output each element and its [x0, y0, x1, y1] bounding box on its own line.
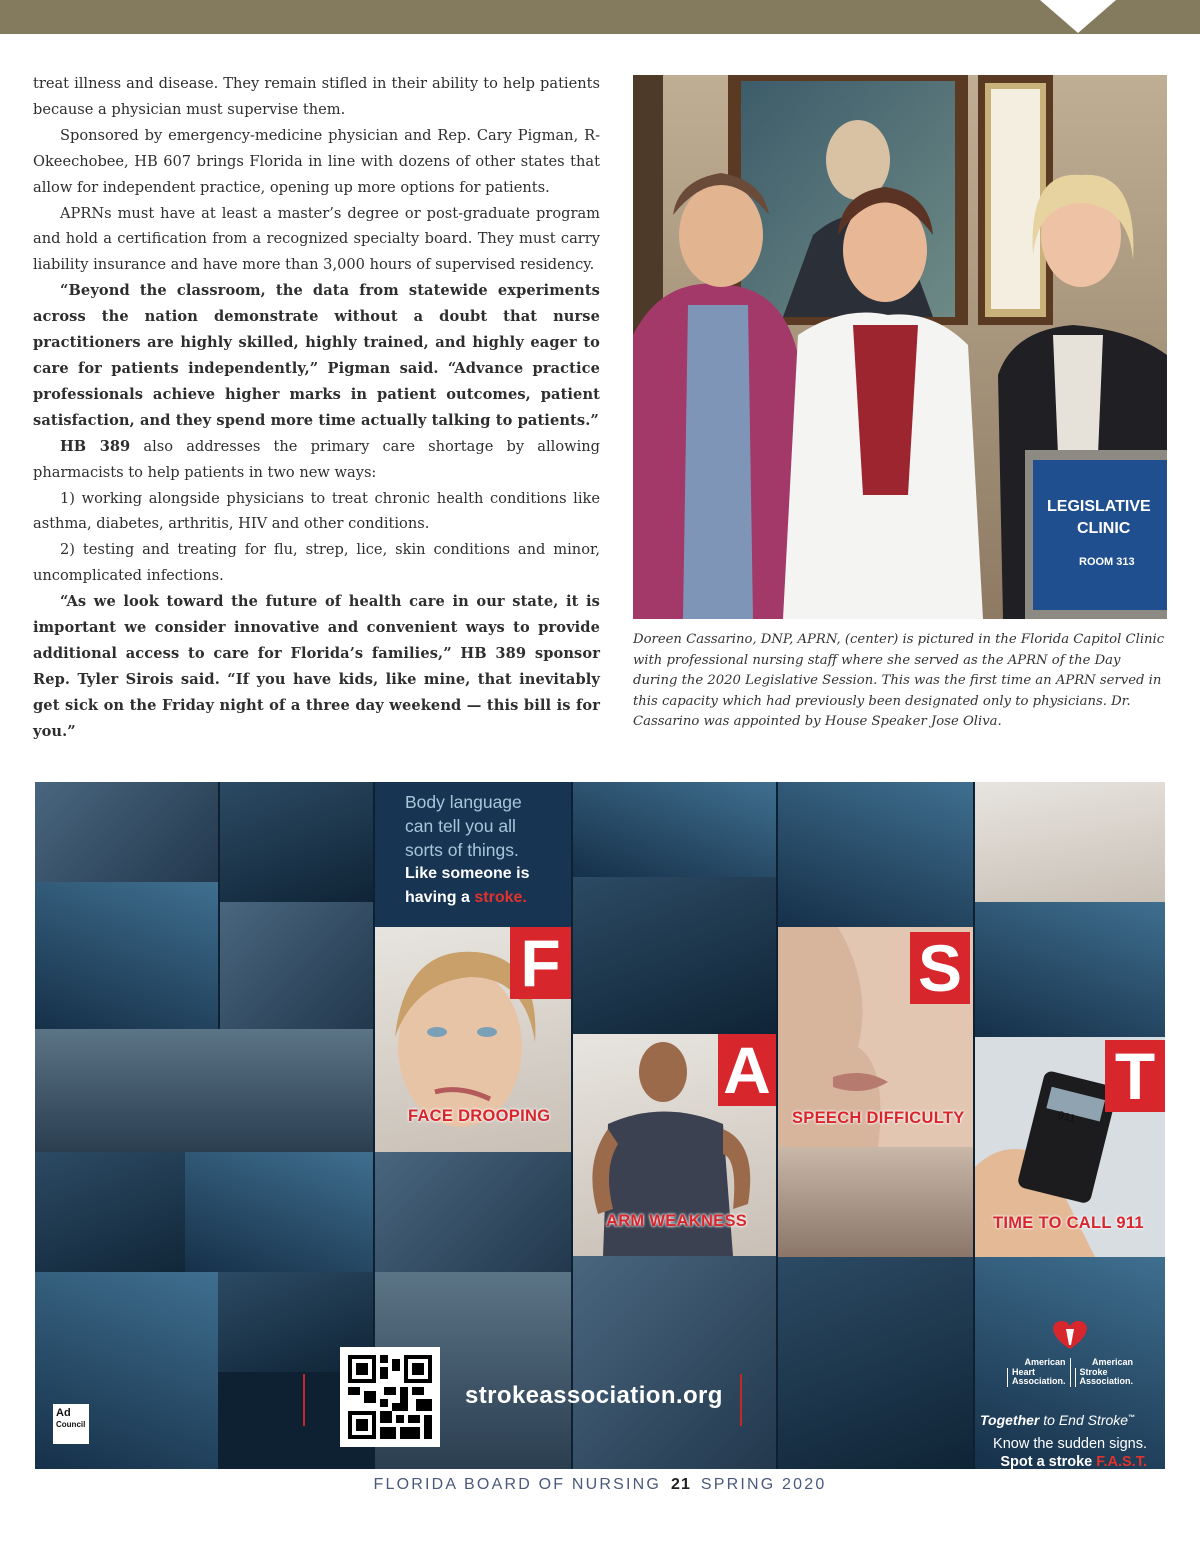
ad-photo-tile	[975, 902, 1165, 1037]
ad-tagline	[980, 1412, 1135, 1428]
headline-line-1: Body language	[405, 792, 522, 812]
trademark-mark: ™	[1128, 1414, 1136, 1422]
ad-photo-tile	[185, 1029, 373, 1152]
url-divider-right	[740, 1374, 742, 1426]
fast-letter-s: S	[910, 932, 970, 1004]
page-number: 21	[671, 1476, 691, 1493]
headline-line-2: can tell you all	[405, 816, 516, 836]
arm-weakness-label: ARM WEAKNESS	[606, 1212, 748, 1230]
aha-left-line-3: Association.	[1007, 1377, 1066, 1387]
ad-photo-tile	[778, 1257, 973, 1469]
fast-letter-t: T	[1105, 1040, 1165, 1112]
aha-right-line-3: Association.	[1075, 1377, 1134, 1387]
ad-photo-tile	[975, 782, 1165, 902]
ad-headline	[375, 782, 571, 927]
ad-photo-tile	[220, 902, 373, 1029]
top-notch-decoration	[1040, 0, 1116, 33]
signs-line-2	[977, 1453, 1147, 1469]
footer-issue: SPRING 2020	[700, 1476, 827, 1493]
photo-caption: Doreen Cassarino, DNP, APRN, (center) is pictured in the Florida Capitol Clinic with professional nursing staff where she served as the APRN of the Day during the 2020 Legislative Session. This was the first time an APRN served in this capacity which had previously been designated only to physicians. Dr. Cassarino was appointed by House Speaker Jose Oliva.	[633, 632, 1165, 729]
stroke-association-url[interactable]: strokeassociation.org	[465, 1382, 723, 1409]
article-paragraph-2: Sponsored by emergency-medicine physician and Rep. Cary Pigman, R-Okeechobee, HB 607 brings Florida in line with dozens of other states that allow for independent practice, opening up more options for patients.	[33, 126, 600, 196]
footer-publication: FLORIDA BOARD OF NURSING	[373, 1476, 662, 1493]
pigman-quote: “Beyond the classroom, the data from statewide experiments across the nation demonstrate without a doubt that nurse practitioners are highly skilled, highly trained, and highly eager to care for patients independently,” Pigman said. “Advance practice professionals achieve higher marks in patient outcomes, patient satisfaction, and they spend more time actually talking to patients.”	[33, 282, 600, 429]
clinic-photo-illustration	[633, 75, 1167, 619]
aha-names	[1000, 1358, 1140, 1387]
list-item-1: 1) working alongside physicians to treat chronic health conditions like asthma, diabetes, arthritis, HIV and other conditions.	[33, 489, 600, 533]
sign-room: ROOM 313	[1079, 556, 1135, 568]
ad-council-logo	[53, 1404, 89, 1444]
ad-signs-text	[977, 1435, 1147, 1469]
aha-left-line-2: Heart	[1007, 1368, 1066, 1378]
face-drooping-label: FACE DROOPING	[408, 1107, 551, 1125]
aha-right-line-1: American	[1091, 1357, 1134, 1367]
sign-line-1: LEGISLATIVE	[1047, 498, 1151, 515]
aha-asa-logo	[1000, 1317, 1140, 1387]
heart-torch-icon	[1000, 1317, 1140, 1351]
ad-photo-tile	[35, 782, 218, 882]
clinic-photo	[633, 75, 1167, 619]
ad-photo-tile	[573, 782, 776, 877]
ad-photo-tile	[573, 1256, 776, 1469]
article-paragraph-5-text: also addresses the primary care shortage by allowing pharmacists to help patients in two new ways:	[33, 437, 601, 481]
ad-photo-tile	[375, 1152, 571, 1272]
ad-photo-tile	[573, 877, 776, 1034]
article-paragraph-5	[33, 434, 600, 486]
page-footer	[0, 1476, 1200, 1494]
headline-line-5a: having a	[405, 889, 475, 906]
fast-acronym: F.A.S.T.	[1096, 1454, 1147, 1469]
signs-line-1: Know the sudden signs.	[993, 1436, 1147, 1452]
ad-photo-tile	[185, 1152, 373, 1272]
speech-difficulty-label: SPEECH DIFFICULTY	[792, 1109, 965, 1127]
top-header-band	[0, 0, 1200, 34]
fast-letter-f: F	[510, 927, 571, 999]
headline-line-5	[405, 886, 561, 910]
stroke-ad	[35, 782, 1165, 1469]
aha-name-left	[1007, 1358, 1066, 1387]
tagline-together: Together	[980, 1412, 1040, 1428]
tagline-rest: to End Stroke	[1039, 1412, 1129, 1428]
ad-photo-tile	[778, 1147, 973, 1257]
headline-stroke-word: stroke.	[474, 889, 527, 906]
headline-line-3: sorts of things.	[405, 840, 519, 860]
aha-name-right	[1070, 1358, 1134, 1387]
headline-line-4: Like someone is	[405, 865, 530, 882]
url-divider-left	[303, 1374, 305, 1426]
ad-photo-tile	[220, 782, 373, 902]
phone-display: 911	[1056, 1109, 1077, 1126]
ad-council-logo-line-2: Council	[56, 1420, 86, 1429]
time-to-call-label: TIME TO CALL 911	[993, 1214, 1144, 1232]
aha-left-line-1: American	[1024, 1357, 1066, 1367]
ad-photo-tile	[35, 882, 218, 1029]
article-paragraph-1: treat illness and disease. They remain stifled in their ability to help patients because a physician must supervise them.	[33, 75, 600, 118]
list-item-2: 2) testing and treating for flu, strep, lice, skin conditions and minor, uncomplicated infections.	[33, 541, 600, 585]
qr-code-icon	[348, 1355, 432, 1439]
signs-line-2a: Spot a stroke	[1000, 1454, 1097, 1469]
bill-name: HB 389	[60, 437, 131, 455]
ad-council-logo-line-1: Ad	[56, 1407, 71, 1419]
article-body	[33, 71, 600, 745]
aha-right-line-2: Stroke	[1075, 1368, 1134, 1378]
sirois-quote: “As we look toward the future of health care in our state, it is important we consider innovative and convenient ways to provide additional access to care for Florida’s families,” HB 389 sponsor Rep. Tyler Sirois said. “If you have kids, like mine, that inevitably get sick on the Friday night of a three day weekend — this bill is for you.”	[33, 593, 600, 740]
fast-letter-a: A	[718, 1034, 776, 1106]
sign-line-2: CLINIC	[1077, 520, 1131, 537]
article-paragraph-3: APRNs must have at least a master’s degree or post-graduate program and hold a certification from a recognized specialty board. They must carry liability insurance and have more than 3,000 hours of supervised residency.	[33, 204, 600, 274]
qr-code[interactable]	[340, 1347, 440, 1447]
ad-photo-tile	[778, 782, 973, 927]
